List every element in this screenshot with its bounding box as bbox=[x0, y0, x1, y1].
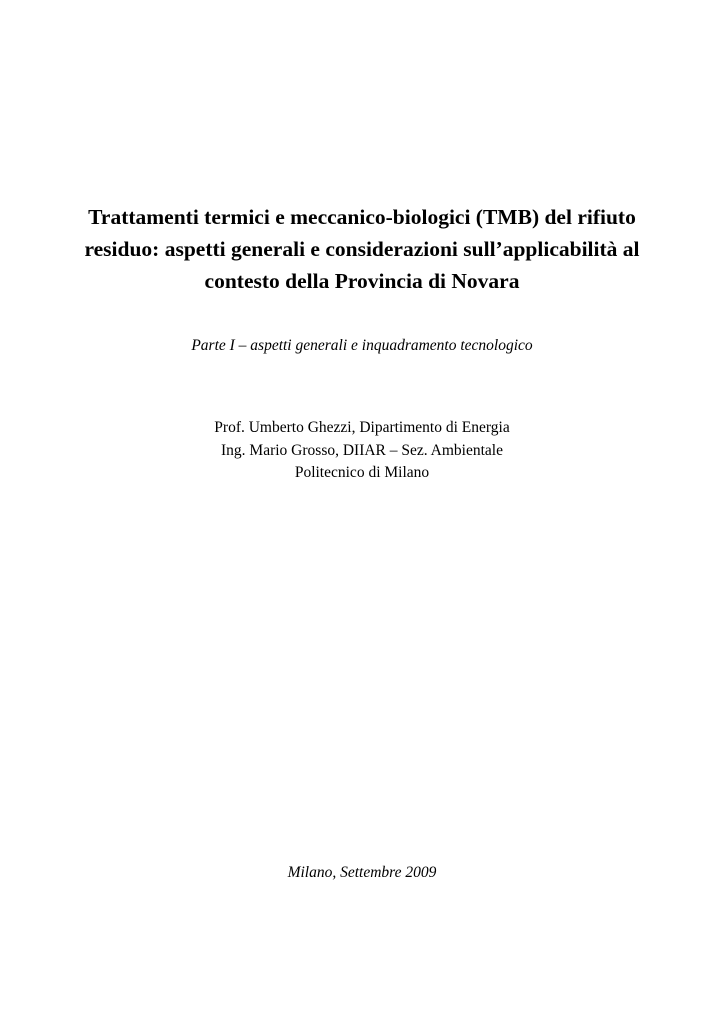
authors-block bbox=[40, 417, 684, 485]
author-line: Prof. Umberto Ghezzi, Dipartimento di Energia bbox=[214, 419, 510, 436]
title-line: contesto della Provincia di Novara bbox=[204, 269, 520, 293]
document-title bbox=[40, 201, 684, 297]
author-line: Ing. Mario Grosso, DIIAR – Sez. Ambientale bbox=[221, 441, 503, 459]
institution-line: Politecnico di Milano bbox=[294, 464, 430, 481]
document-subtitle: Parte I – aspetti generali e inquadramento tecnologico bbox=[191, 337, 533, 354]
place-date: Milano, Settembre 2009 bbox=[287, 864, 437, 881]
title-line: residuo: aspetti generali e considerazioni sull’applicabilità al bbox=[84, 237, 640, 261]
title-line: Trattamenti termici e meccanico-biologici (TMB) del rifiuto bbox=[88, 205, 636, 229]
